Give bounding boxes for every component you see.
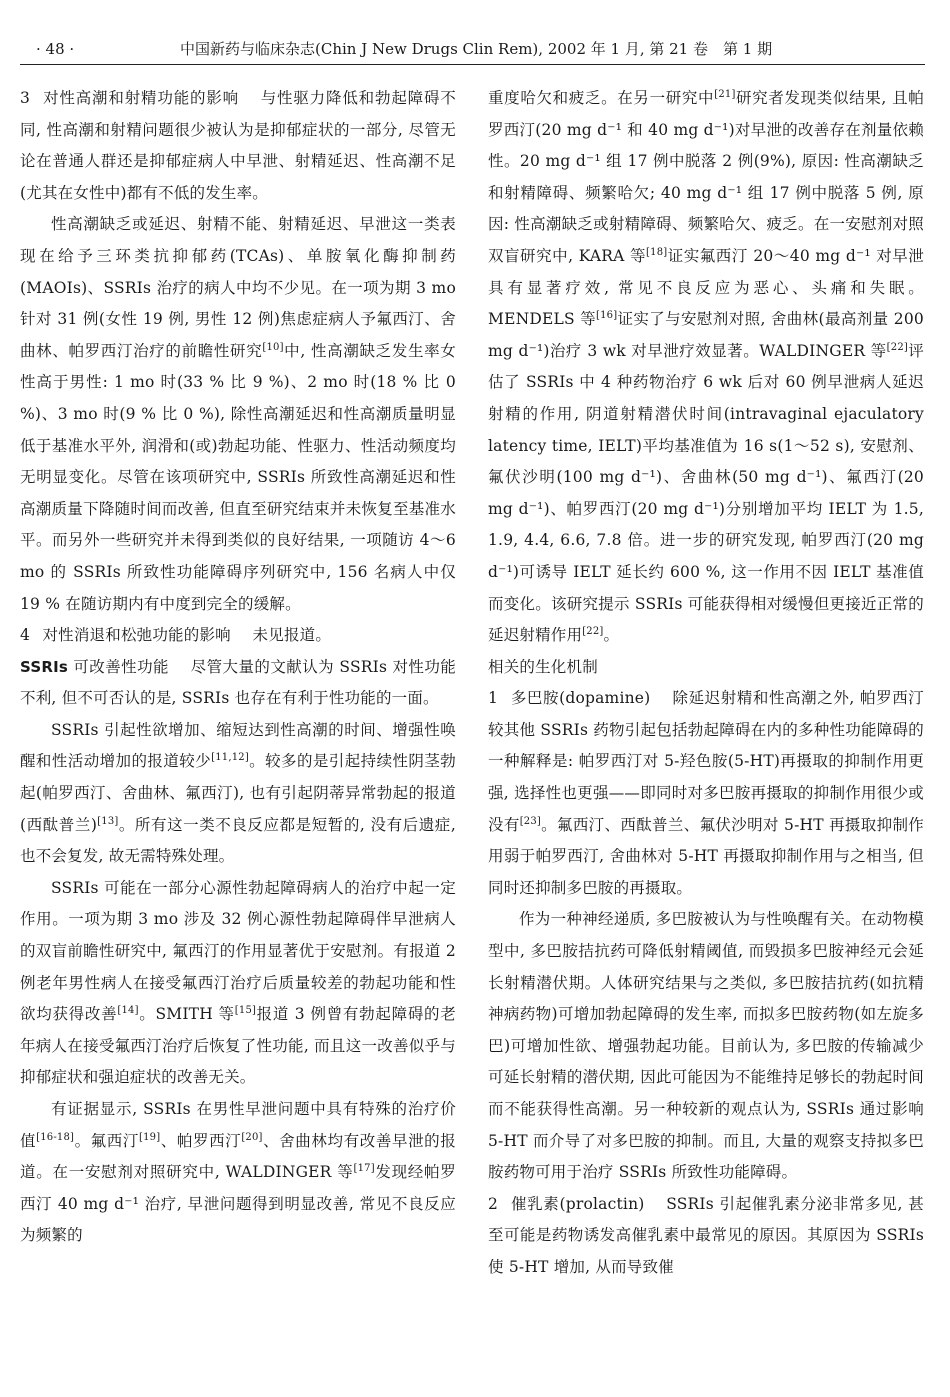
section-heading: 可改善性功能	[73, 657, 169, 676]
journal-title: 中国新药与临床杂志(Chin J New Drugs Clin Rem), 2002 年 1 月, 第 21 卷 第 1 期	[180, 40, 773, 58]
body-paragraph: 作为一种神经递质, 多巴胺被认为与性唤醒有关。在动物模型中, 多巴胺拮抗药可降低射精阈值, 而毁损多巴胺神经元会延长射精潜伏期。人体研究结果与之类似, 多巴胺拮抗药(如抗精神病药物)可增加勃起障碍的发生率, 而拟多巴胺药物(如左旋多巴)可增加性欲、增强勃起功能。目前认为, 多巴胺的传输减少可延长射精的潜伏期, 因此可能因为不能维持足够长的勃起时间而不能获得性高潮。另一种较新的观点认为, SSRIs 通过影响 5-HT 而介导了对多巴胺的抑制。而且, 大量的观察支持拟多巴胺药物可用于治疗 SSRIs 所致性功能障碍。	[488, 910, 924, 1182]
bold-term: SSRIs	[20, 657, 68, 676]
citation-ref: [15]	[234, 1005, 257, 1017]
left-column	[20, 83, 456, 1252]
ssris-improve-paragraph: SSRIs 可改善性功能 尽管大量的文献认为 SSRIs 对性功能不利, 但不可否认的是, SSRIs 也存在有利于性功能的一面。	[20, 657, 456, 708]
citation-ref: [22]	[886, 341, 908, 353]
body-paragraph: 性高潮缺乏或延迟、射精不能、射精延迟、早泄这一类表现在给予三环类抗抑郁药(TCAs)、单胺氧化酶抑制药(MAOIs)、SSRIs 治疗的病人中均不少见。在一项为期 3 mo 针对 31 例(女性 19 例, 男性 12 例)焦虑症病人予氟西汀、舍曲林、帕罗西汀治疗的前瞻性研究[10]中, 性高潮缺乏发生率女性高于男性: 1 mo 时(33 % 比 9 %)、2 mo 时(18 % 比 0 %)、3 mo 时(9 % 比 0 %), 除性高潮延迟和性高潮质量明显低于基准水平外, 润滑和(或)勃起功能、性驱力、性活动频度均无明显变化。尽管在该项研究中, SSRIs 所致性高潮延迟和性高潮质量下降随时间而改善, 但直至研究结束并未恢复至基准水平。而另外一些研究并未得到类似的良好结果, 一项随访 4～6 mo 的 SSRIs 所致性功能障碍序列研究中, 156 名病人中仅 19 % 在随访期内有中度到完全的缓解。	[20, 215, 456, 613]
section-heading: 催乳素(prolactin)	[510, 1194, 645, 1213]
citation-ref: [22]	[582, 626, 604, 638]
citation-ref: [20]	[241, 1131, 263, 1143]
section-title: 相关的生化机制	[488, 657, 598, 676]
prolactin-paragraph: 2 催乳素(prolactin) SSRIs 引起催乳素分泌非常多见, 甚至可能是药物诱发高催乳素中最常见的原因。其原因为 SSRIs 使 5-HT 增加, 从而导致催	[488, 1194, 924, 1276]
body-paragraph: SSRIs 可能在一部分心源性勃起障碍病人的治疗中起一定作用。一项为期 3 mo 涉及 32 例心源性勃起障碍伴早泄病人的双盲前瞻性研究中, 氟西汀的作用显著优于安慰剂。有报道 2 例老年男性病人在接受氟西汀治疗后质量较差的勃起功能和性欲均获得改善[14]。SMITH 等[15]报道 3 例曾有勃起障碍的老年病人在接受氟西汀治疗后恢复了性功能, 而且这一改善似乎与抑郁症状和强迫症状的改善无关。	[20, 878, 456, 1087]
page-header	[20, 34, 925, 65]
section-4-paragraph: 4 对性消退和松弛功能的影响 未见报道。	[20, 626, 332, 645]
right-column	[488, 83, 924, 1284]
citation-ref: [13]	[97, 815, 119, 827]
citation-ref: [10]	[262, 341, 284, 353]
section-heading: 多巴胺(dopamine)	[510, 689, 651, 708]
continued-paragraph: 重度哈欠和疲乏。在另一研究中[21]研究者发现类似结果, 且帕罗西汀(20 mg d⁻¹ 和 40 mg d⁻¹)对早泄的改善存在剂量依赖性。20 mg d⁻¹ 组 17 例中脱落 2 例(9%), 原因: 性高潮缺乏和射精障碍、频繁哈欠; 40 mg d⁻¹ 组 17 例中脱落 5 例, 原因: 性高潮缺乏或射精障碍、频繁哈欠、疲乏。在一安慰剂对照双盲研究中, KARA 等[18]证实氟西汀 20～40 mg d⁻¹ 对早泄具有显著疗效, 常见不良反应为恶心、头痛和失眠。MENDELS 等[16]证实了与安慰剂对照, 舍曲林(最高剂量 200 mg d⁻¹)治疗 3 wk 对早泄疗效显著。WALDINGER 等[22]评估了 SSRIs 中 4 种药物治疗 6 wk 后对 60 例早泄病人延迟射精的作用, 阴道射精潜伏时间(intravaginal ejaculatory latency time, IELT)平均基准值为 16 s(1～52 s), 安慰剂、氟伏沙明(100 mg d⁻¹)、舍曲林(50 mg d⁻¹)、氟西汀(20 mg d⁻¹)、帕罗西汀(20 mg d⁻¹)分别增加平均 IELT 为 1.5, 1.9, 4.4, 6.6, 7.8 倍。进一步的研究发现, 帕罗西汀(20 mg d⁻¹)可诱导 IELT 延长约 600 %, 这一作用不因 IELT 基准值而变化。该研究提示 SSRIs 可能获得相对缓慢但更接近正常的延迟射精作用[22]。	[488, 89, 925, 645]
citation-ref: [11,12]	[211, 752, 249, 764]
citation-ref: [16-18]	[36, 1131, 75, 1143]
section-heading: 对性高潮和射精功能的影响	[42, 89, 240, 107]
citation-ref: [21]	[714, 89, 736, 100]
citation-ref: [16]	[596, 310, 618, 322]
section-3-paragraph: 3 对性高潮和射精功能的影响 与性驱力降低和勃起障碍不同, 性高潮和射精问题很少被认为是抑郁症状的一部分, 尽管无论在普通人群还是抑郁症病人中早泄、射精延迟、性高潮不足(尤其在女性中)都有不低的发生率。	[20, 89, 457, 202]
citation-ref: [19]	[139, 1131, 161, 1143]
body-paragraph: SSRIs 引起性欲增加、缩短达到性高潮的时间、增强性唤醒和性活动增加的报道较少[11,12]。较多的是引起持续性阴茎勃起(帕罗西汀、舍曲林、氟西汀), 也有引起阴蒂异常勃起的报道(西酞普兰)[13]。所有这一类不良反应都是短暂的, 没有后遗症, 也不会复发, 故无需特殊处理。	[20, 720, 457, 866]
citation-ref: [14]	[117, 1005, 139, 1017]
citation-ref: [23]	[519, 815, 542, 827]
page-number: · 48 ·	[36, 40, 75, 58]
section-heading: 对性消退和松弛功能的影响	[42, 626, 231, 645]
body-paragraph: 有证据显示, SSRIs 在男性早泄问题中具有特殊的治疗价值[16-18]。氟西汀[19]、帕罗西汀[20]、舍曲林均有改善早泄的报道。在一安慰剂对照研究中, WALDINGER 等[17]发现经帕罗西汀 40 mg d⁻¹ 治疗, 早泄问题得到明显改善, 常见不良反应为频繁的	[20, 1100, 456, 1245]
citation-ref: [17]	[353, 1163, 375, 1175]
citation-ref: [18]	[646, 246, 668, 258]
dopamine-paragraph: 1 多巴胺(dopamine) 除延迟射精和性高潮之外, 帕罗西汀较其他 SSRIs 药物引起包括勃起障碍在内的多种性功能障碍的一种解释是: 帕罗西汀对 5-羟色胺(5-HT)再摄取的抑制作用更强, 选择性也更强——即同时对多巴胺再摄取的抑制作用很少或没有[23]。氟西汀、西酞普兰、氟伏沙明对 5-HT 再摄取抑制作用弱于帕罗西汀, 舍曲林对 5-HT 再摄取抑制作用与之相当, 但同时还抑制多巴胺的再摄取。	[488, 689, 924, 897]
